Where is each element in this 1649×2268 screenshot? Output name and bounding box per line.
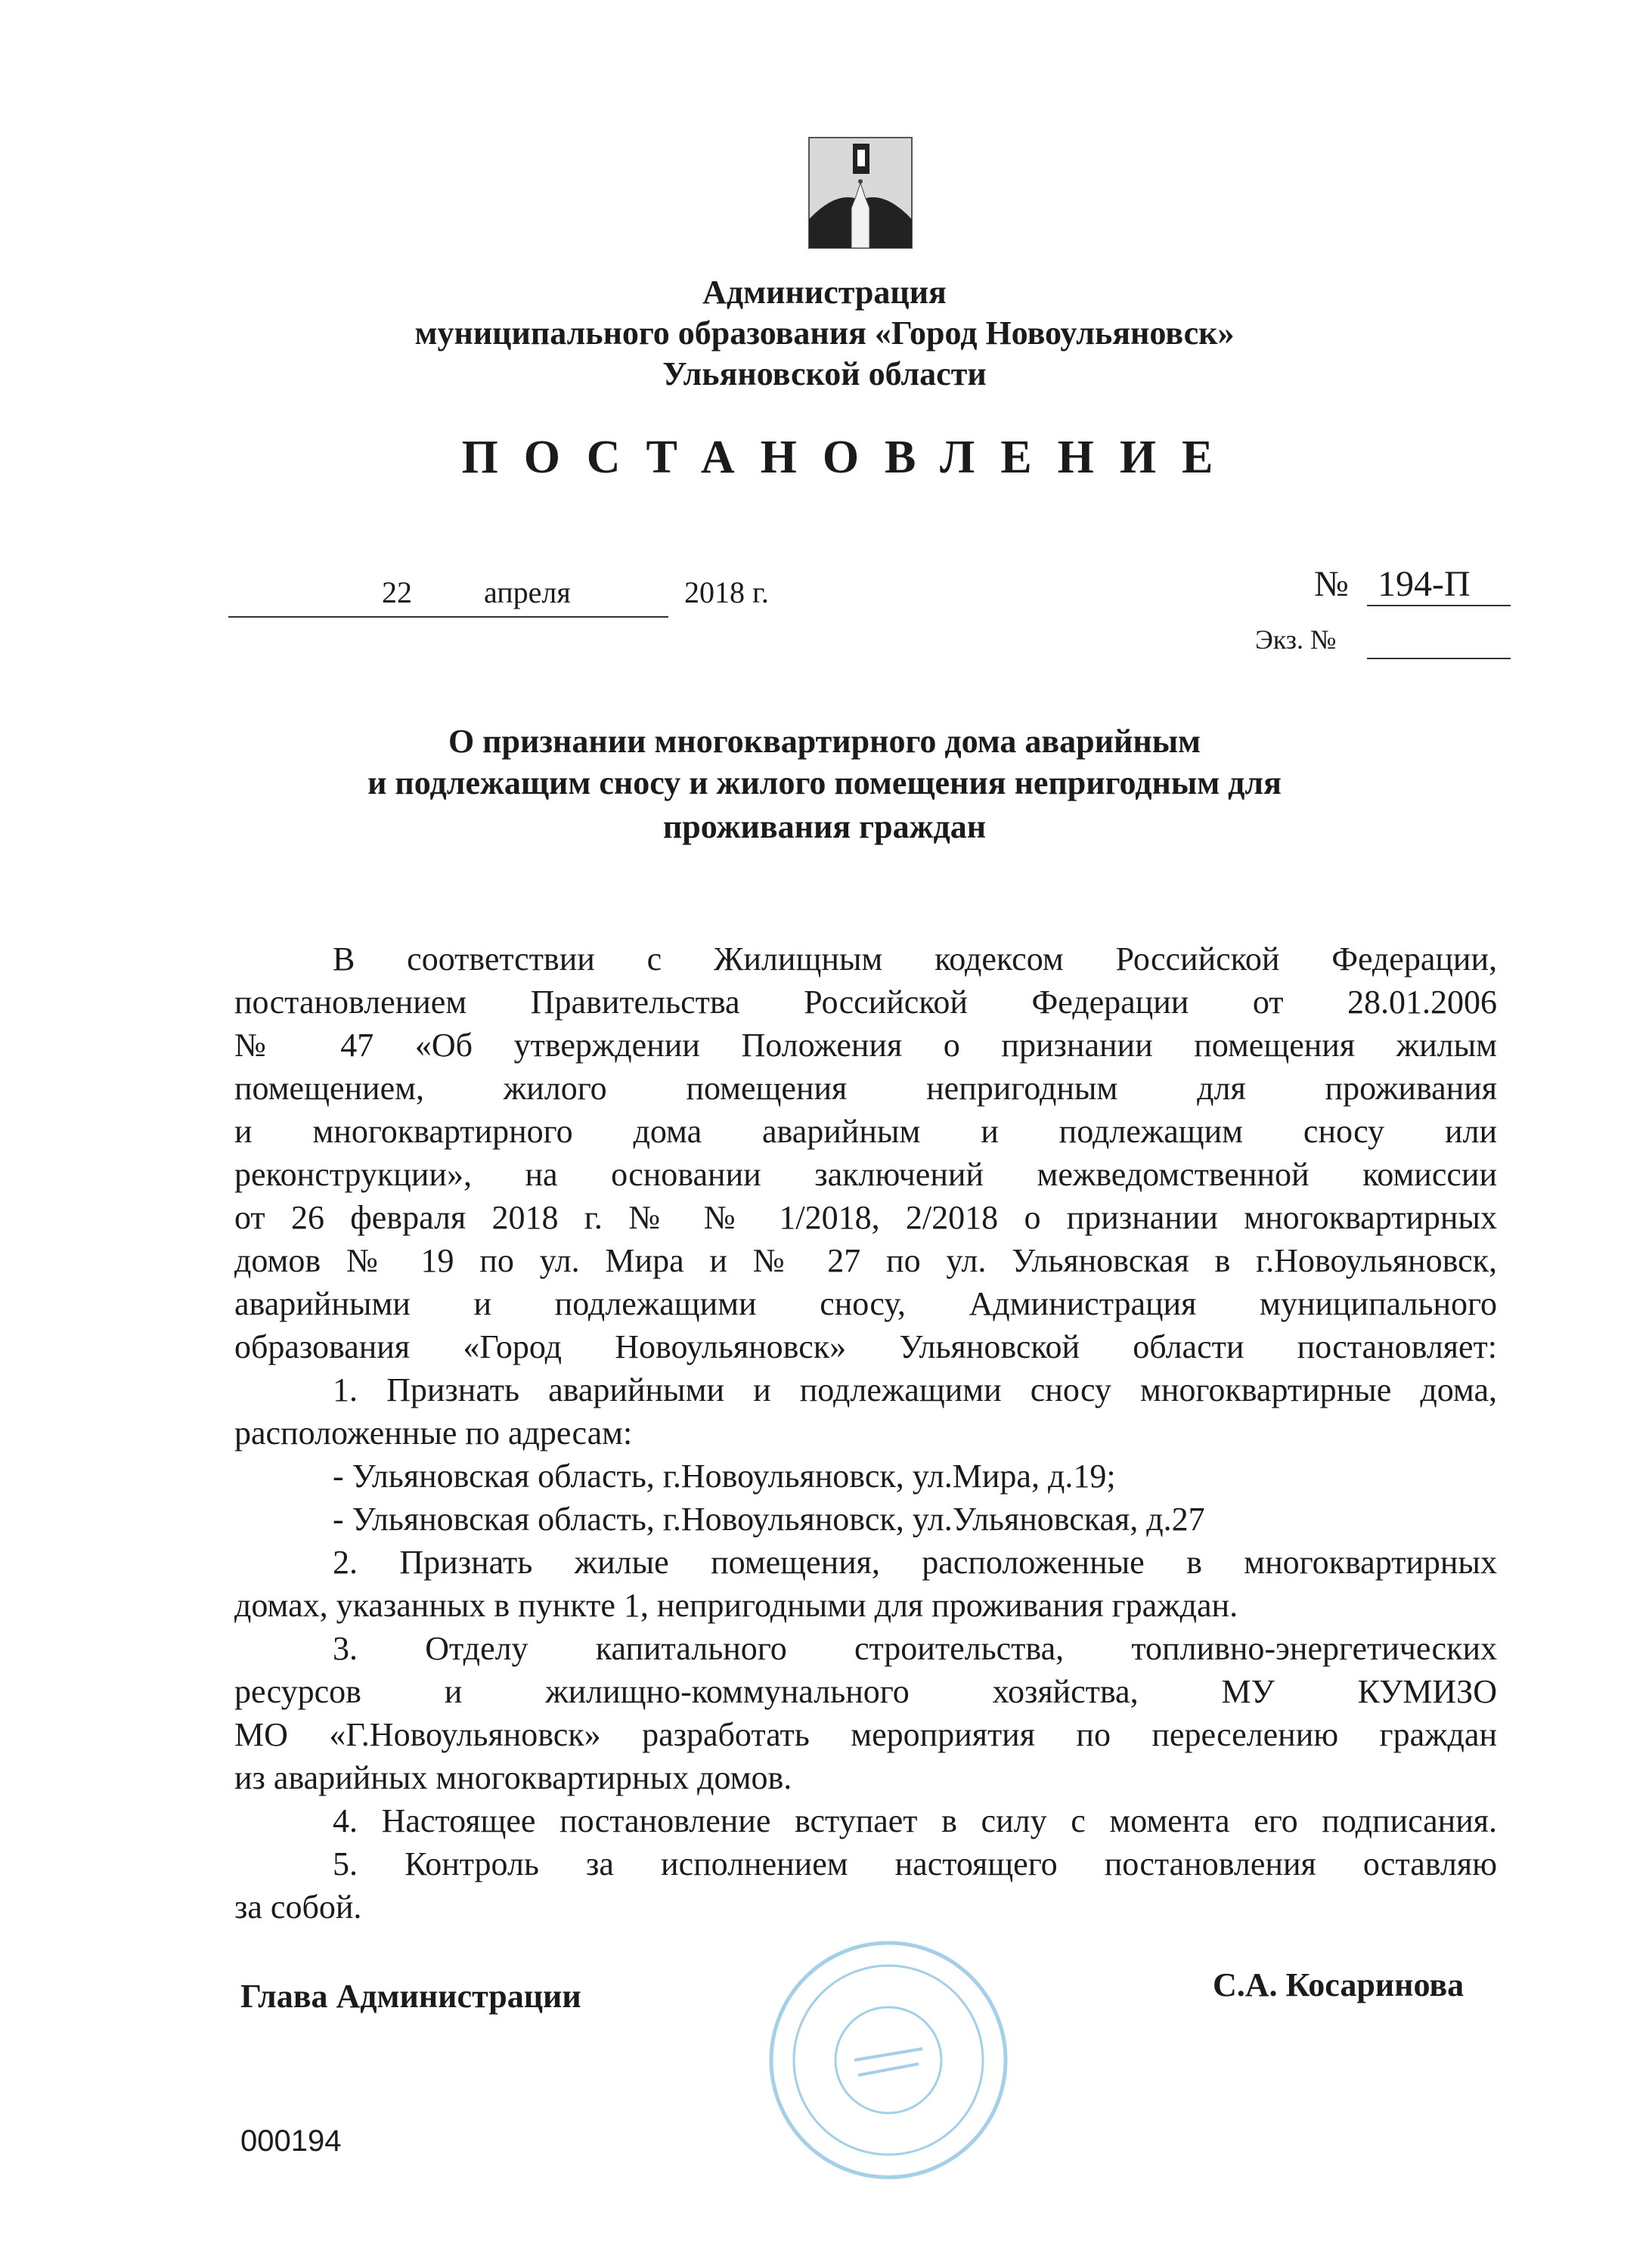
body-line: В соответствии с Жилищным кодексом Российской Федерации,: [333, 940, 1497, 978]
number-value: 194-П: [1378, 564, 1471, 604]
official-seal-stamp: [764, 1935, 1013, 2185]
date-year: 2018 г.: [684, 575, 769, 609]
subject-line-3: проживания граждан: [662, 808, 987, 845]
item-3-line: из аварийных многоквартирных домов.: [234, 1759, 792, 1796]
item-1-line: расположенные по адресам:: [234, 1414, 633, 1452]
header-line-municipality: муниципального образования «Город Новоульяновск»: [414, 314, 1235, 352]
header-line-administration: Администрация: [702, 274, 947, 311]
body-line: и многоквартирного дома аварийным и подлежащим сносу или: [234, 1113, 1497, 1150]
subject-line-1: О признании многоквартирного дома аварийным: [448, 723, 1201, 760]
number-underline: [1367, 605, 1511, 606]
date-day: 22: [382, 575, 412, 609]
copy-number-label: Экз. №: [1255, 624, 1337, 655]
body-line: образования «Город Новоульяновск» Ульяновской области постановляет:: [234, 1328, 1497, 1365]
body-line: домов № 19 по ул. Мира и № 27 по ул. Ульяновская в г.Новоульяновск,: [234, 1242, 1497, 1279]
item-3-line: 3. Отделу капитального строительства, топливно-энергетических: [333, 1630, 1497, 1667]
signatory-name: С.А. Косаринова: [1213, 1966, 1465, 2003]
body-line: от 26 февраля 2018 г. № № 1/2018, 2/2018 о признании многоквартирных: [234, 1199, 1497, 1236]
body-line: постановлением Правительства Российской Федерации от 28.01.2006: [234, 984, 1497, 1021]
address-line: - Ульяновская область, г.Новоульяновск, ул.Мира, д.19;: [333, 1458, 1116, 1495]
date-month: апреля: [484, 575, 571, 609]
item-4-line: 4. Настоящее постановление вступает в силу с момента его подписания.: [333, 1802, 1497, 1839]
body-line: аварийными и подлежащими сносу, Администрация муниципального: [234, 1285, 1497, 1322]
subject-line-2: и подлежащим сносу и жилого помещения непригодным для: [367, 764, 1282, 801]
item-5-line: 5. Контроль за исполнением настоящего постановления оставляю: [333, 1845, 1497, 1882]
item-3-line: МО «Г.Новоульяновск» разработать мероприятия по переселению граждан: [234, 1716, 1497, 1753]
item-2-line: домах, указанных в пункте 1, непригодными для проживания граждан.: [234, 1587, 1238, 1624]
copy-number-underline: [1367, 658, 1511, 659]
document-serial-number: 000194: [240, 2124, 342, 2158]
document-type-title: ПОСТАНОВЛЕНИЕ: [461, 432, 1239, 483]
date-underline: [228, 616, 668, 618]
address-line: - Ульяновская область, г.Новоульяновск, ул.Ульяновская, д.27: [333, 1501, 1205, 1538]
item-1-line: 1. Признать аварийными и подлежащими сносу многоквартирные дома,: [333, 1371, 1497, 1408]
body-line: помещением, жилого помещения непригодным для проживания: [234, 1070, 1497, 1107]
header-line-region: Ульяновской области: [662, 355, 987, 392]
item-2-line: 2. Признать жилые помещения, расположенные в многоквартирных: [333, 1544, 1497, 1581]
coat-of-arms-emblem: [807, 136, 913, 249]
signature-title: Глава Администрации: [240, 1978, 581, 2015]
body-line: № 47 «Об утверждении Положения о признании помещения жилым: [234, 1027, 1497, 1064]
item-5-line: за собой.: [234, 1888, 362, 1926]
body-line: реконструкции», на основании заключений межведомственной комиссии: [234, 1156, 1497, 1193]
number-label: №: [1314, 564, 1349, 604]
item-3-line: ресурсов и жилищно-коммунального хозяйства, МУ КУМИЗО: [234, 1673, 1497, 1710]
